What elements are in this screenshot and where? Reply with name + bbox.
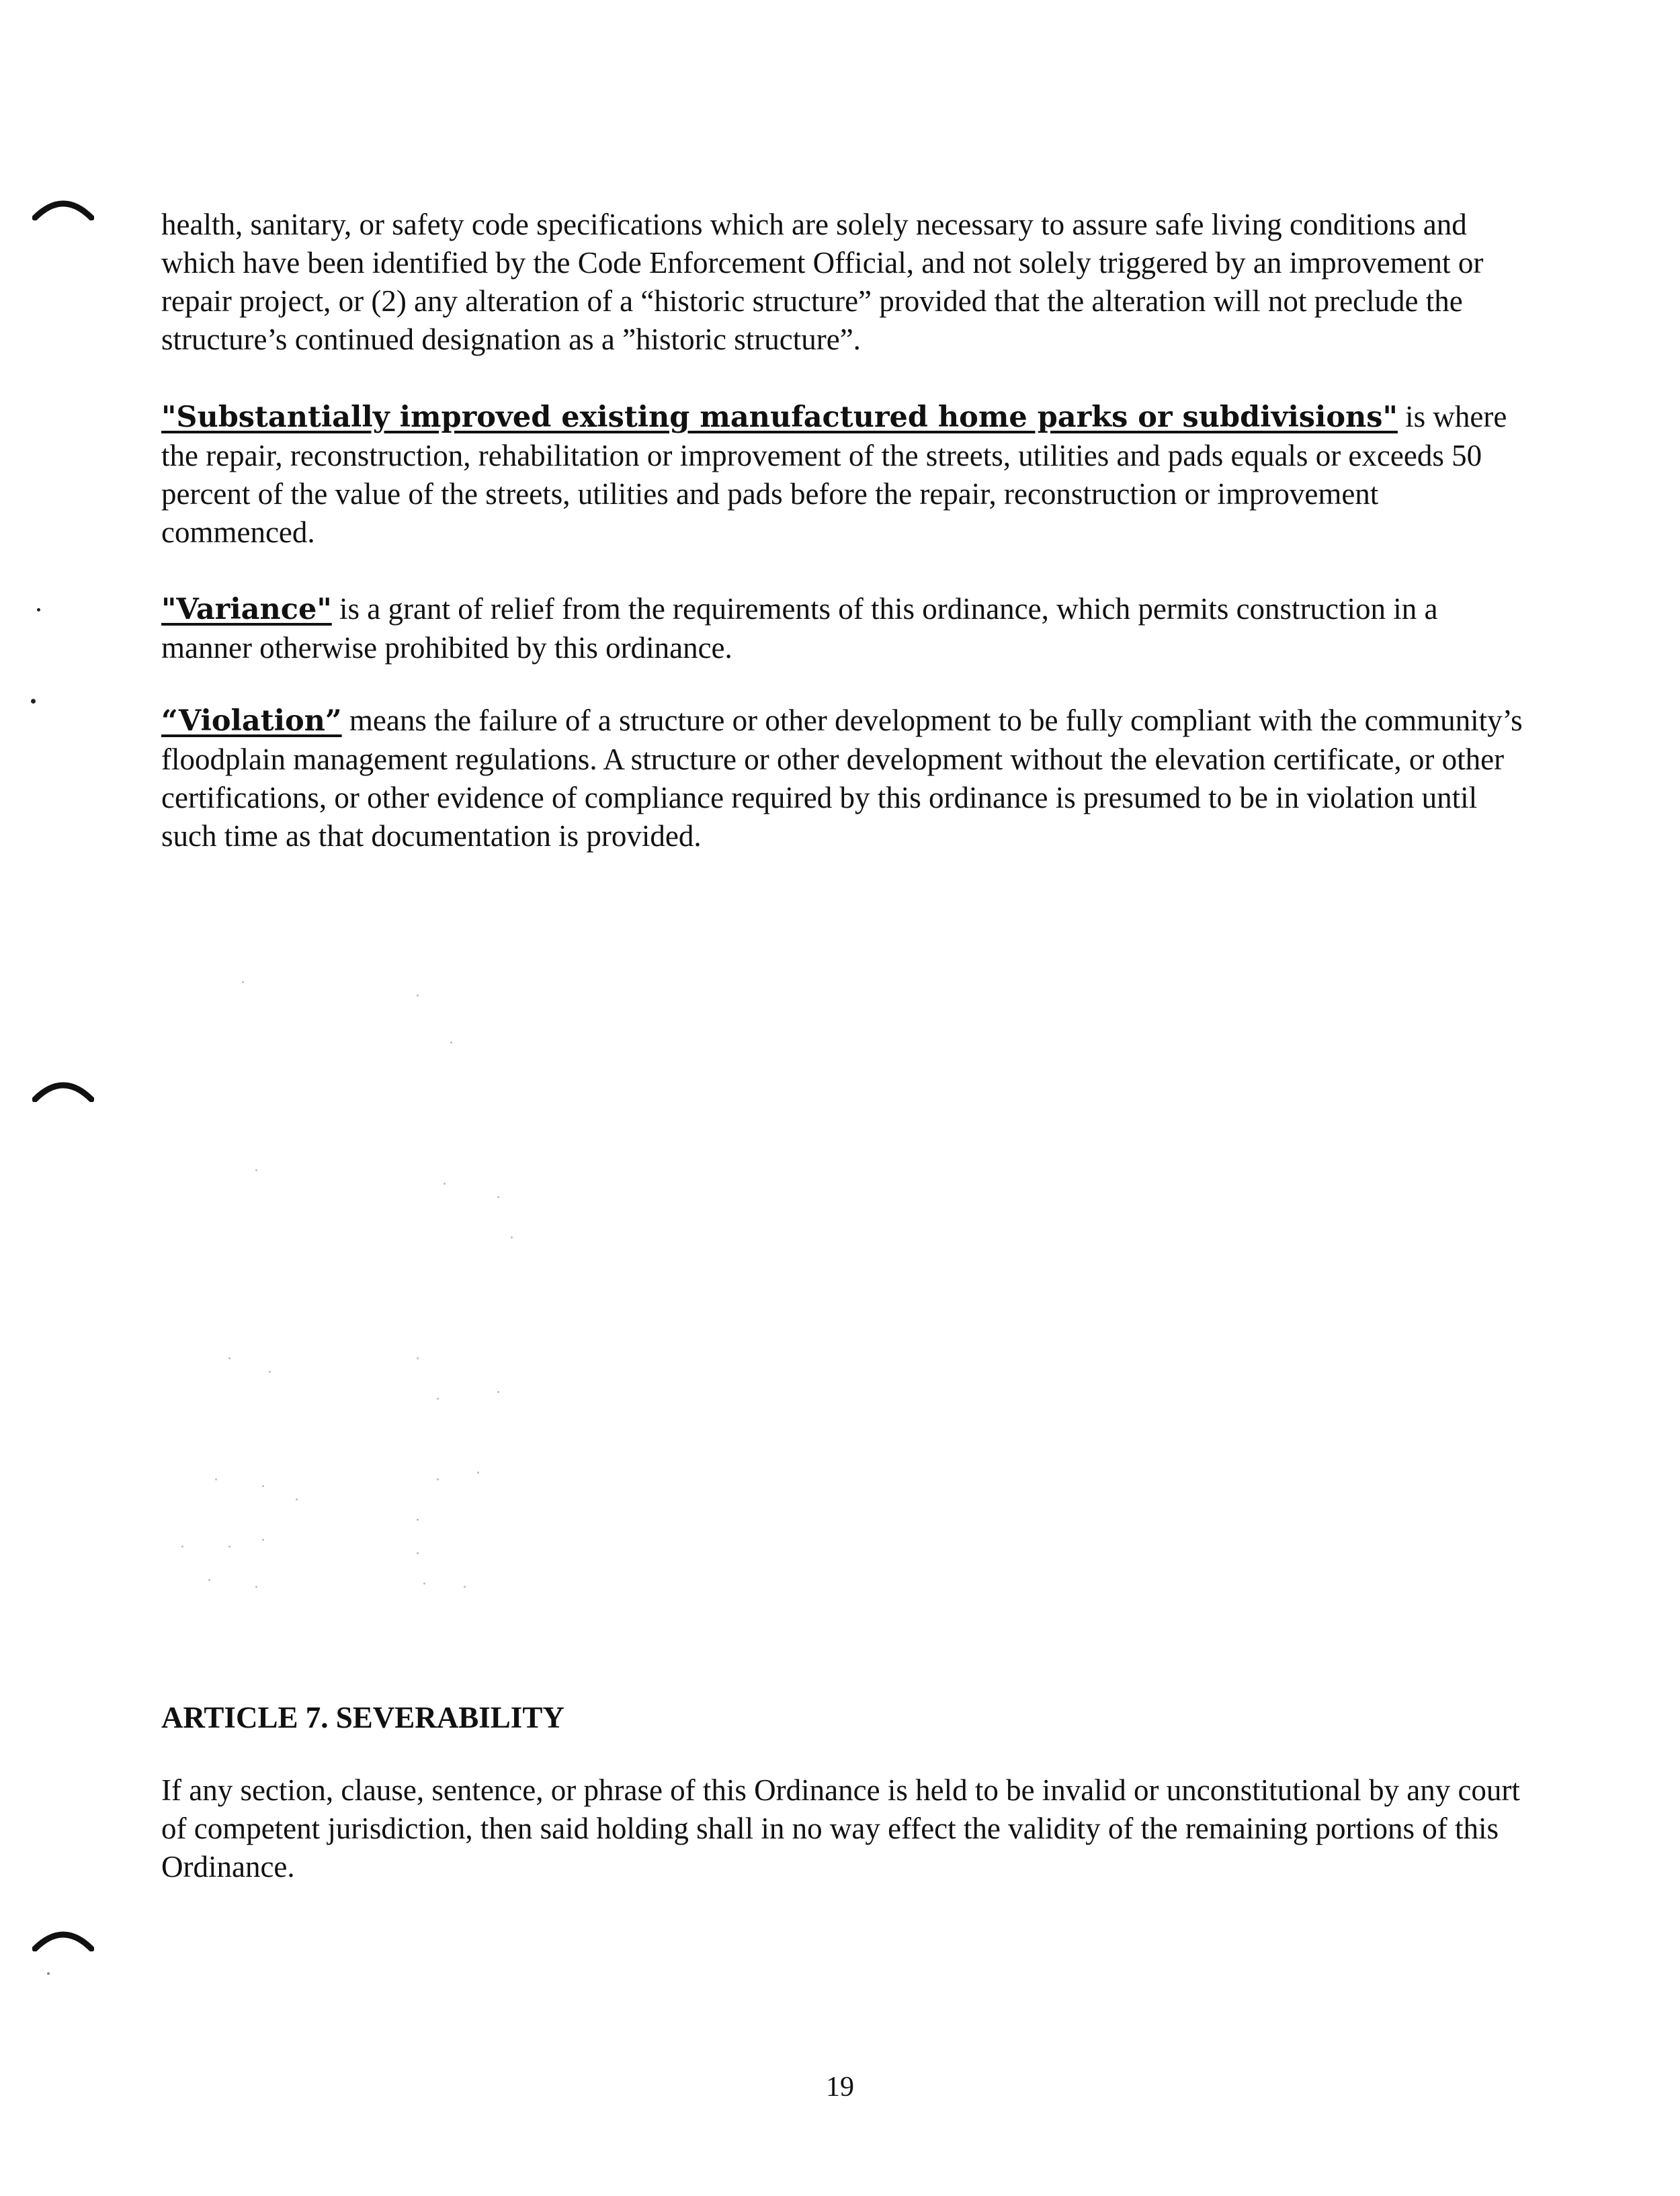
article-text: If any section, clause, sentence, or phrase of this Ordinance is held to be invalid or unconstitutional by any court of competent jurisdiction, then said holding shall in no way effect the validity of the remaining portions of this Ordinance. [161, 1773, 1520, 1884]
scan-dot [47, 1972, 50, 1975]
punch-hole-mark [32, 194, 94, 220]
punch-hole-mark [32, 1075, 94, 1102]
page-number: 19 [826, 2072, 854, 2103]
definition-text: is a grant of relief from the requirements of this ordinance, which permits construction in a manner otherwise prohibited by this ordinance. [161, 592, 1438, 665]
scan-specks [161, 961, 564, 1606]
paragraph-text: health, sanitary, or safety code specifications which are solely necessary to assure safe living conditions and which have been identified by the Code Enforcement Official, and not solely triggered by an improvement or repair project, or (2) any alteration of a “historic structure” provided that the alteration will not preclude the structure’s continued designation as a ”historic structure”. [161, 208, 1484, 356]
article-heading: ARTICLE 7. SEVERABILITY [161, 1701, 564, 1734]
scan-dot [37, 608, 40, 611]
definition-text: means the failure of a structure or other development to be fully compliant with the community’s floodplain management regulations. A structure or other development without the elevation certificate, or other certifications, or other evidence of compliance required by this ordinance is presumed to be in violation until such time as that documentation is provided. [161, 704, 1523, 853]
paragraph-continuation [161, 206, 1532, 359]
defined-term: "Variance" [161, 593, 332, 626]
punch-hole-mark [32, 1925, 94, 1951]
definition-violation [161, 702, 1532, 855]
defined-term: "Substantially improved existing manufactured home parks or subdivisions" [161, 400, 1398, 434]
definition-substantially-improved [161, 398, 1532, 552]
definition-text: is where the repair, reconstruction, rehabilitation or improvement of the streets, utilities and pads equals or exceeds 50 percent of the value of the streets, utilities and pads before the repair, reconstruction or improvement commenced. [161, 400, 1507, 549]
defined-term: “Violation” [161, 704, 342, 738]
definition-variance [161, 590, 1532, 667]
scan-dot [31, 699, 36, 704]
